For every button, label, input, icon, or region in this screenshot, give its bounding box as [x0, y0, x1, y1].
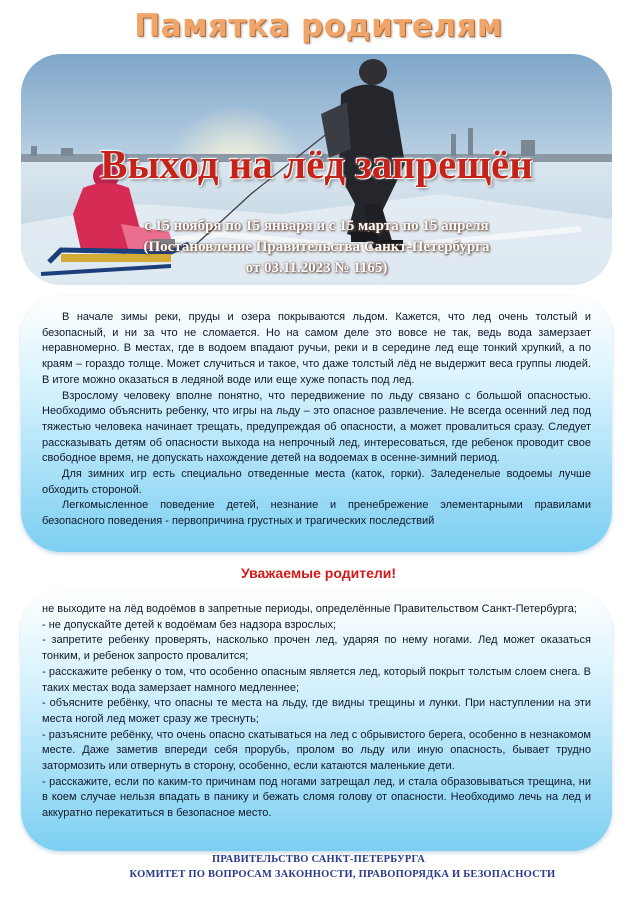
hero-decree: (Постановление Правительства Санкт-Петербурга [143, 239, 490, 255]
info-paragraph: Взрослому человеку вполне понятно, что передвижение по льду связано с большой опасностью. Необходимо объяснить ребенку, что игры на льду – это опасное развлечение. Не всегда осенний лед под тяжестью человека начинает трещать, предупреждая об опасности, а может провалиться сразу. Следует рассказывать детям об опасности выхода на непрочный лед, интересоваться, где ребенок проводит свое свободное время, не допускать нахождение детей на водоемах в осенне-зимний период. [42, 389, 591, 465]
advice-item: - расскажите ребенку о том, что особенно опасным является лед, который покрыт толстым слоем снега. В таких местах вода замерзает намного медленнее; [42, 665, 591, 694]
info-paragraph: Для зимних игр есть специально отведенные места (каток, горки). Заледенелые водоемы лучше обходить стороной. [42, 468, 591, 496]
hero-decree-date: от 03.11.2023 № 1165) [245, 260, 388, 276]
advice-item: - расскажите, если по каким-то причинам под ногами затрещал лед, и стала образовываться трещина, ни в коем случае нельзя впадать в панику и бежать сломя голову от опасности. Необходимо лечь на лед и аккуратно перекатиться в безопасное место. [42, 775, 591, 820]
parents-heading: Уважаемые родители! [240, 565, 397, 581]
page-title: Памятка родителям [134, 8, 503, 44]
advice-item: - запретите ребенку проверять, насколько прочен лед, ударяя по нему ногами. Лед может оказаться тонким, и ребенок запросто провалится; [42, 634, 591, 663]
hero-banner [21, 54, 612, 285]
info-paragraph: Легкомысленное поведение детей, незнание и пренебрежение элементарными правилами безопасного поведения - первопричина грустных и трагических последствий [42, 499, 591, 528]
info-text [42, 310, 591, 530]
advice-item: не выходите на лёд водоёмов в запретные периоды, определённые Правительством Санкт-Петербурга; [42, 603, 577, 615]
footer-government: ПРАВИТЕЛЬСТВО САНКТ-ПЕТЕРБУРГА [211, 854, 426, 865]
hero-period: с 15 ноября по 15 января и с 15 марта по 15 апреля [144, 218, 489, 234]
advice-list [42, 602, 591, 822]
hero-heading: Выход на лёд запрещён [100, 141, 533, 187]
advice-item: - не допускайте детей к водоёмам без надзора взрослых; [42, 618, 337, 631]
advice-item: - разъясните ребёнку, что очень опасно скатываться на лед с обрывистого берега, особенно в незнакомом месте. Даже заметив впереди себя прорубь, пролом во льду или иную опасность, бывает трудно затормозить или отвернуть в сторону, особенно, если катаются маленькие дети. [42, 728, 591, 773]
advice-item: - объясните ребёнку, что опасны те места на льду, где видны трещины и лунки. При наступлении на эти места ногой лед может сразу же треснуть; [42, 697, 591, 725]
info-paragraph: В начале зимы реки, пруды и озера покрываются льдом. Кажется, что лед очень толстый и безопасный, и ни за что не сломается. Но на самом деле это вовсе не так, ведь вода замерзает неравномерно. В местах, где в водоем впадают ручьи, реки и в середине лед еще тонкий хрупкий, а по краям – гораздо толще. Может случиться и такое, что даже толстый лёд не выдержит веса группы людей. В итоге можно оказаться в ледяной воде или еще хуже попасть под лед. [42, 311, 591, 386]
footer-committee: КОМИТЕТ ПО ВОПРОСАМ ЗАКОННОСТИ, ПРАВОПОРЯДКА И БЕЗОПАСНОСТИ [129, 869, 556, 880]
